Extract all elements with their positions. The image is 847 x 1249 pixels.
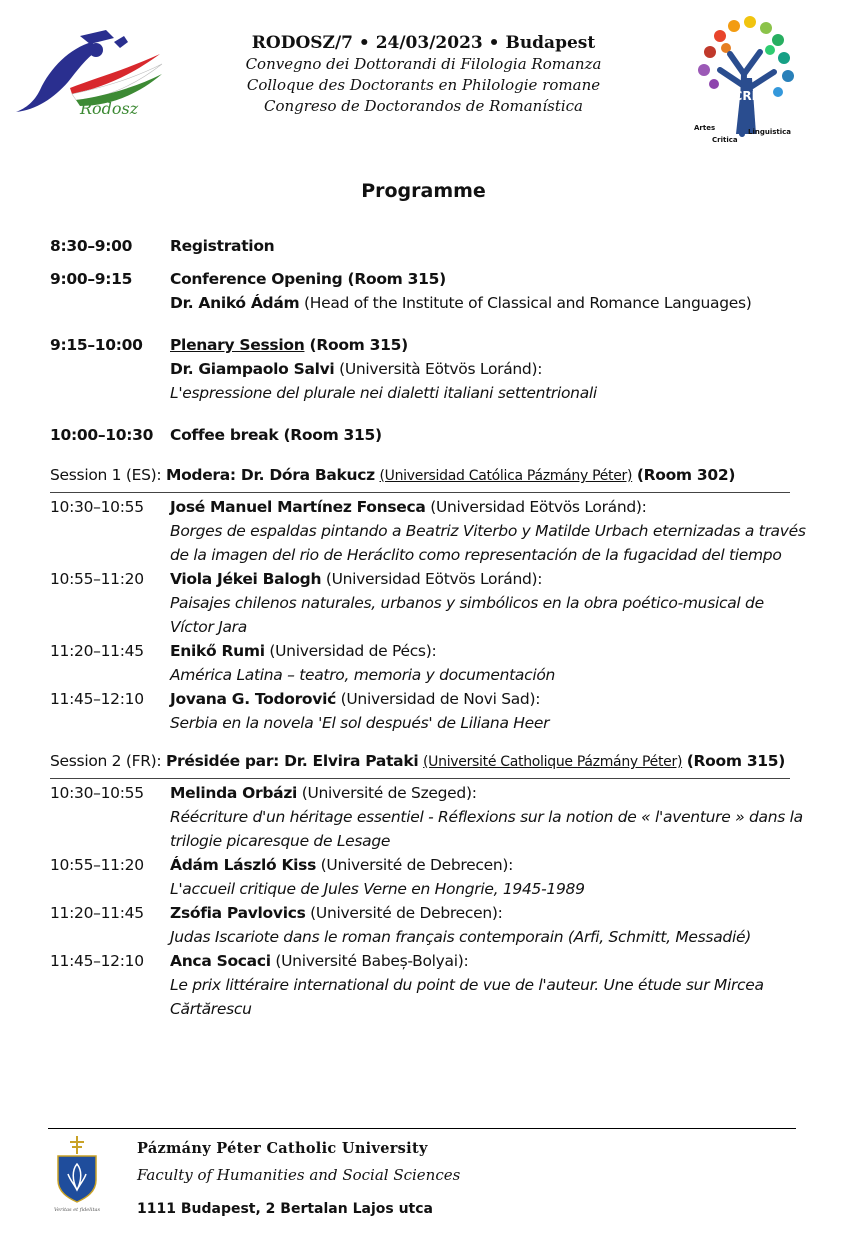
talk-row xyxy=(50,781,810,853)
university-name: Pázmány Péter Catholic University xyxy=(137,1140,428,1157)
divider xyxy=(50,492,790,493)
time: 10:30–10:55 xyxy=(50,498,144,516)
speaker: José Manuel Martínez Fonseca xyxy=(170,498,426,516)
session-header xyxy=(50,463,810,488)
affiliation: (Université de Debrecen): xyxy=(320,856,514,874)
session-talks xyxy=(50,495,810,735)
time: 9:15–10:00 xyxy=(50,336,143,354)
svg-text:ACRIL: ACRIL xyxy=(724,89,764,103)
speaker: Viola Jékei Balogh xyxy=(170,570,322,588)
talk-row xyxy=(50,495,810,567)
talk-title: L'espressione del plurale nei dialetti italiani settentrionali xyxy=(170,384,597,402)
talk-title: América Latina – teatro, memoria y documentación xyxy=(170,666,556,684)
address: 1111 Budapest, 2 Bertalan Lajos utca xyxy=(137,1201,433,1217)
affiliation: (Universidad de Novi Sad): xyxy=(340,690,541,708)
talk-title: Le prix littéraire international du point de vue de l'auteur. Une étude sur Mircea Cărtărescu xyxy=(170,976,764,1018)
programme xyxy=(50,234,810,1021)
speaker: Melinda Orbázi xyxy=(170,784,298,802)
talk-title: Borges de espaldas pintando a Beatriz Viterbo y Matilde Urbach eternizadas a través de la imagen del rio de Heráclito como representación de la fugacidad del tiempo xyxy=(170,522,806,564)
page-title: Programme xyxy=(361,180,486,202)
university-crest-icon xyxy=(48,1134,106,1214)
talk-row xyxy=(50,639,810,687)
talk-row xyxy=(50,949,810,1021)
time: 10:55–11:20 xyxy=(50,856,144,874)
time: 9:00–9:15 xyxy=(50,270,133,288)
schedule-row xyxy=(50,234,810,258)
item-title: Coffee break (Room 315) xyxy=(170,426,382,444)
svg-text:Veritas et fidelitas: Veritas et fidelitas xyxy=(53,1207,101,1213)
svg-text:Rodosz: Rodosz xyxy=(80,99,139,118)
talk-row xyxy=(50,901,810,949)
session-room: (Room 315) xyxy=(686,752,786,770)
subtitle-it: Convegno dei Dottorandi di Filologia Romanza xyxy=(245,55,602,73)
affiliation: (Université Babeș-Bolyai): xyxy=(275,952,469,970)
session-chair: Présidée par: Dr. Elvira Pataki xyxy=(166,752,419,770)
time: 10:55–11:20 xyxy=(50,570,144,588)
faculty-name: Faculty of Humanities and Social Sciences xyxy=(137,1166,461,1184)
talk-row xyxy=(50,567,810,639)
event-line: RODOSZ/7 • 24/03/2023 • Budapest xyxy=(251,33,596,53)
session-label: Session 2 (FR): xyxy=(50,752,162,770)
affiliation: (Universidad Eötvös Loránd): xyxy=(325,570,543,588)
svg-text:Artes: Artes xyxy=(694,124,716,132)
session-talks xyxy=(50,781,810,1021)
subtitle-fr: Colloque des Doctorants en Philologie romane xyxy=(246,76,601,94)
footer-divider xyxy=(48,1128,796,1129)
affiliation: (Université de Szeged): xyxy=(301,784,477,802)
item-title: Plenary Session xyxy=(170,336,305,354)
item-title: Registration xyxy=(170,237,275,255)
time: 11:45–12:10 xyxy=(50,952,144,970)
speaker: Zsófia Pavlovics xyxy=(170,904,306,922)
document-header xyxy=(0,32,847,117)
talk-title: Paisajes chilenos naturales, urbanos y simbólicos en la obra poético-musical de Víctor Jara xyxy=(170,594,764,636)
speaker: Anca Socaci xyxy=(170,952,271,970)
svg-text:Linguistica: Linguistica xyxy=(748,128,792,136)
talk-title: L'accueil critique de Jules Verne en Hongrie, 1945-1989 xyxy=(170,880,585,898)
affiliation: (Università Eötvös Loránd): xyxy=(339,360,543,378)
speaker: Ádám László Kiss xyxy=(170,856,317,874)
time: 11:20–11:45 xyxy=(50,904,144,922)
room: (Room 315) xyxy=(304,336,408,354)
speaker: Dr. Anikó Ádám xyxy=(170,294,300,312)
time: 10:30–10:55 xyxy=(50,784,144,802)
talk-row xyxy=(50,853,810,901)
session-chair: Modera: Dr. Dóra Bakucz xyxy=(165,466,375,484)
divider xyxy=(50,778,790,779)
svg-text:Critica: Critica xyxy=(712,136,738,144)
speaker: Dr. Giampaolo Salvi xyxy=(170,360,335,378)
affiliation: (Universidad de Pécs): xyxy=(269,642,437,660)
time: 8:30–9:00 xyxy=(50,237,133,255)
talk-row xyxy=(50,687,810,735)
talk-title: Judas Iscariote dans le roman français contemporain (Arfi, Schmitt, Messadié) xyxy=(170,928,751,946)
session-header xyxy=(50,749,810,774)
schedule-row xyxy=(50,333,810,405)
schedule-row xyxy=(50,423,810,447)
time: 11:20–11:45 xyxy=(50,642,144,660)
subtitle-es: Congreso de Doctorandos de Romanística xyxy=(263,97,583,115)
session-room: (Room 302) xyxy=(636,466,736,484)
chair-affiliation: (Universidad Católica Pázmány Péter) xyxy=(379,468,633,484)
talk-title: Serbia en la novela 'El sol después' de Liliana Heer xyxy=(170,714,550,732)
time: 10:00–10:30 xyxy=(50,426,154,444)
affiliation: (Université de Debrecen): xyxy=(310,904,503,922)
affiliation: (Head of the Institute of Classical and Romance Languages) xyxy=(304,294,752,312)
session-label: Session 1 (ES): xyxy=(50,466,162,484)
time: 11:45–12:10 xyxy=(50,690,144,708)
speaker: Jovana G. Todorović xyxy=(170,690,336,708)
speaker: Enikő Rumi xyxy=(170,642,265,660)
affiliation: (Universidad Eötvös Loránd): xyxy=(430,498,647,516)
item-title: Conference Opening (Room 315) xyxy=(170,270,446,288)
schedule-row xyxy=(50,267,810,315)
talk-title: Réécriture d'un héritage essentiel - Réflexions sur la notion de « l'aventure » dans la trilogie picaresque de Lesage xyxy=(170,808,803,850)
chair-affiliation: (Université Catholique Pázmány Péter) xyxy=(423,754,683,770)
